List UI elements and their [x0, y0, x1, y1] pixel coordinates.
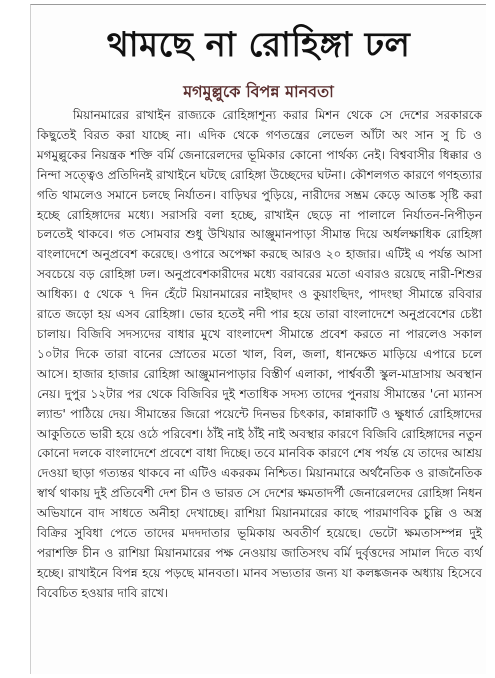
newspaper-clipping [30, 4, 486, 674]
headline: থামছে না রোহিঙ্গা ঢল [106, 25, 411, 65]
subtitle: মগমুল্লুকে বিপন্ন মানবতা [183, 82, 334, 101]
article-body: মিয়ানমারের রাখাইন রাজ্যকে রোহিঙ্গাশূন্য করার মিশন থেকে সে দেশের সরকারকে কিছুতেই বিরত করা যাচ্ছে না। এদিক থেকে গণতন্ত্রের লেভেল আঁটা অং সান সু চি ও মগমুল্লুকের নিয়ন্ত্রক শক্তি বর্মি জেনারেলদের ভূমিকার কোনো পার্থক্য নেই। বিশ্ববাসীর ধিক্কার ও নিন্দা সত্ত্বেও প্রতিদিনই রাখাইনে ঘটছে রোহিঙ্গা উচ্ছেদের ঘটনা। কৌশলগত কারণে গণহত্যার গতি থামলেও সমানে চলছে নির্যাতন। বাড়িঘর পুড়িয়ে, নারীদের সম্ভ্রম কেড়ে আতঙ্ক সৃষ্টি করা হচ্ছে রোহিঙ্গাদের মধ্যে। সরাসরি বলা হচ্ছে, রাখাইন ছেড়ে না পালালে নির্যাতন-নিপীড়ন চলতেই থাকবে। গত সোমবার শুধু উখিয়ার আঞ্জুমানপাড়া সীমান্ত দিয়ে অর্ধলক্ষাধিক রোহিঙ্গা বাংলাদেশে অনুপ্রবেশ করেছে। ওপারে অপেক্ষা করছে আরও ২০ হাজার। এটিই এ পর্যন্ত আসা সবচেয়ে বড় রোহিঙ্গা ঢল। অনুপ্রবেশকারীদের মধ্যে বরাবরের মতো এবারও রয়েছে নারী-শিশুর আধিক্য। ৫ থেকে ৭ দিন হেঁটে মিয়ানমারের নাইছাদং ও কুয়াংছিদং, পাদংছা সীমান্তে রবিবার রাতে জড়ো হয় এসব রোহিঙ্গা। ভোর হতেই নদী পার হয়ে তারা বাংলাদেশে অনুপ্রবেশের চেষ্টা চালায়। বিজিবি সদস্যদের বাধার মুখে বাংলাদেশ সীমান্তে প্রবেশ করতে না পারলেও সকাল ১০টার দিকে তারা বানের স্রোতের মতো খাল, বিল, জলা, ধানক্ষেত মাড়িয়ে এপারে চলে আসে। হাজার হাজার রোহিঙ্গা আঞ্জুমানপাড়ার বিস্তীর্ণ এলাকা, পার্শ্ববর্তী স্কুল-মাদ্রাসায় অবস্থান নেয়। দুপুর ১২টার পর থেকে বিজিবির দুই শতাধিক সদস্য তাদের পুনরায় সীমান্তের 'নো ম্যানস ল্যান্ড' পাঠিয়ে দেয়। সীমান্তের জিরো পয়েন্টে দিনভর চিৎকার, কান্নাকাটি ও ক্ষুধার্ত রোহিঙ্গাদের আকুতিতে ভারী হয়ে ওঠে পরিবেশ। ঠাঁই নাই ঠাঁই নাই অবস্থার কারণে বিজিবি রোহিঙ্গাদের নতুন কোনো দলকে বাংলাদেশে প্রবেশে বাধা দিচ্ছে। তবে মানবিক কারণে শেষ পর্যন্ত যে তাদের আশ্রয় দেওয়া ছাড়া গত্যন্তর থাকবে না এটিও একরকম নিশ্চিত। মিয়ানমারে অর্থনৈতিক ও রাজনৈতিক স্বার্থ থাকায় দুই প্রতিবেশী দেশ চীন ও ভারত সে দেশের ক্ষমতাদর্পী জেনারেলদের রোহিঙ্গা নিধন অভিযানে বাদ সাধতে অনীহা দেখাচ্ছে। রাশিয়া মিয়ানমারের কাছে পারমাণবিক চুল্লি ও অস্ত্র বিক্রির সুবিধা পেতে তাদের মদদদাতার ভূমিকায় অবতীর্ণ হয়েছে। ভেটো ক্ষমতাসম্পন্ন দুই পরাশক্তি চীন ও রাশিয়া মিয়ানমারের পক্ষ নেওয়ায় জাতিসংঘ বর্মি দুর্বৃত্তদের সামাল দিতে ব্যর্থ হচ্ছে। রাখাইনে বিপন্ন হয়ে পড়ছে মানবতা। মানব সভ্যতার জন্য যা কলঙ্কজনক অধ্যায় হিসেবে বিবেচিত হওয়ার দাবি রাখে। [37, 108, 482, 600]
